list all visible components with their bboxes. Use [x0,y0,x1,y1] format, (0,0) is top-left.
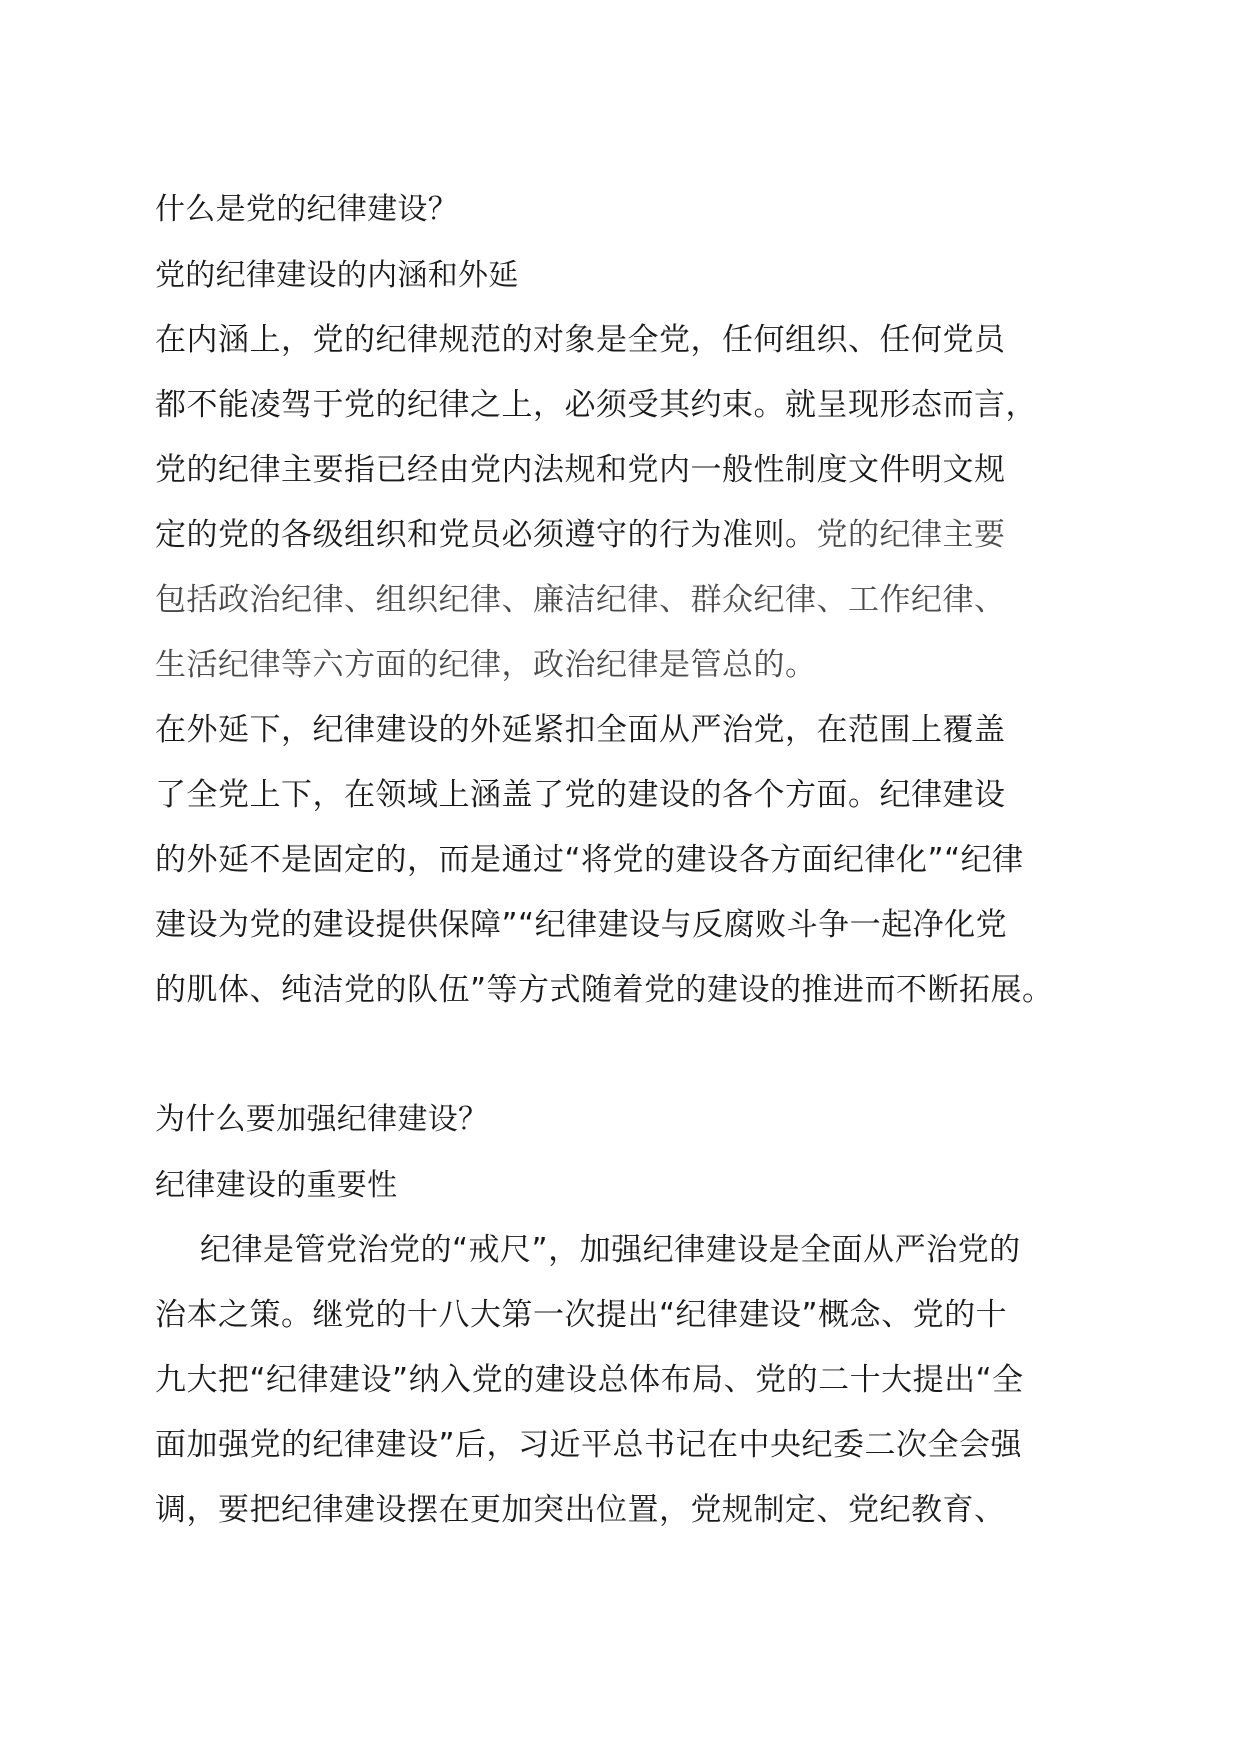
paragraph2-line-5: 的肌体、纯洁党的队伍”等方式随着党的建设的推进而不断拓展。 [155,972,1054,1008]
paragraph2-line-3: 的外延不是固定的，而是通过“将党的建设各方面纪律化”“纪律 [155,842,1024,878]
paragraph1-line-3: 党的纪律主要指已经由党内法规和党内一般性制度文件明文规 [155,452,1006,488]
paragraph1-line-4-text: 定的党的各级组织和党员必须遵守的行为准则。 [155,517,817,553]
paragraph3-line-4: 面加强党的纪律建设”后，习近平总书记在中央纪委二次全会强 [155,1427,1023,1463]
paragraph3-line-5: 调，要把纪律建设摆在更加突出位置，党规制定、党纪教育、 [155,1492,1006,1528]
paragraph3-line-2: 治本之策。继党的十八大第一次提出“纪律建设”概念、党的十 [155,1297,1008,1333]
paragraph2-line-2: 了全党上下，在领域上涵盖了党的建设的各个方面。纪律建设 [155,777,1006,813]
paragraph2-line-1: 在外延下，纪律建设的外延紧扣全面从严治党，在范围上覆盖 [155,712,1006,748]
paragraph1-line-6: 生活纪律等六方面的纪律，政治纪律是管总的。 [155,647,817,683]
section2-subtitle: 纪律建设的重要性 [155,1168,398,1203]
paragraph2-line-4: 建设为党的建设提供保障”“纪律建设与反腐败斗争一起净化党 [155,907,1008,943]
paragraph1-line-1: 在内涵上，党的纪律规范的对象是全党，任何组织、任何党员 [155,322,1006,358]
section1-subtitle: 党的纪律建设的内涵和外延 [155,258,519,293]
section1-question: 什么是党的纪律建设？ [155,192,458,227]
section2-question: 为什么要加强纪律建设？ [155,1102,489,1137]
paragraph3-line-1: 纪律是管党治党的“戒尺”，加强纪律建设是全面从严治党的 [200,1232,1021,1268]
paragraph1-line-4 [155,515,1095,555]
paragraph1-line-5: 包括政治纪律、组织纪律、廉洁纪律、群众纪律、工作纪律、 [155,582,1006,618]
paragraph1-line-2: 都不能凌驾于党的纪律之上，必须受其约束。就呈现形态而言， [155,387,1037,423]
paragraph1-line-4-tail: 党的纪律主要 [816,517,1006,553]
paragraph3-line-3: 九大把“纪律建设”纳入党的建设总体布局、党的二十大提出“全 [155,1362,1024,1398]
